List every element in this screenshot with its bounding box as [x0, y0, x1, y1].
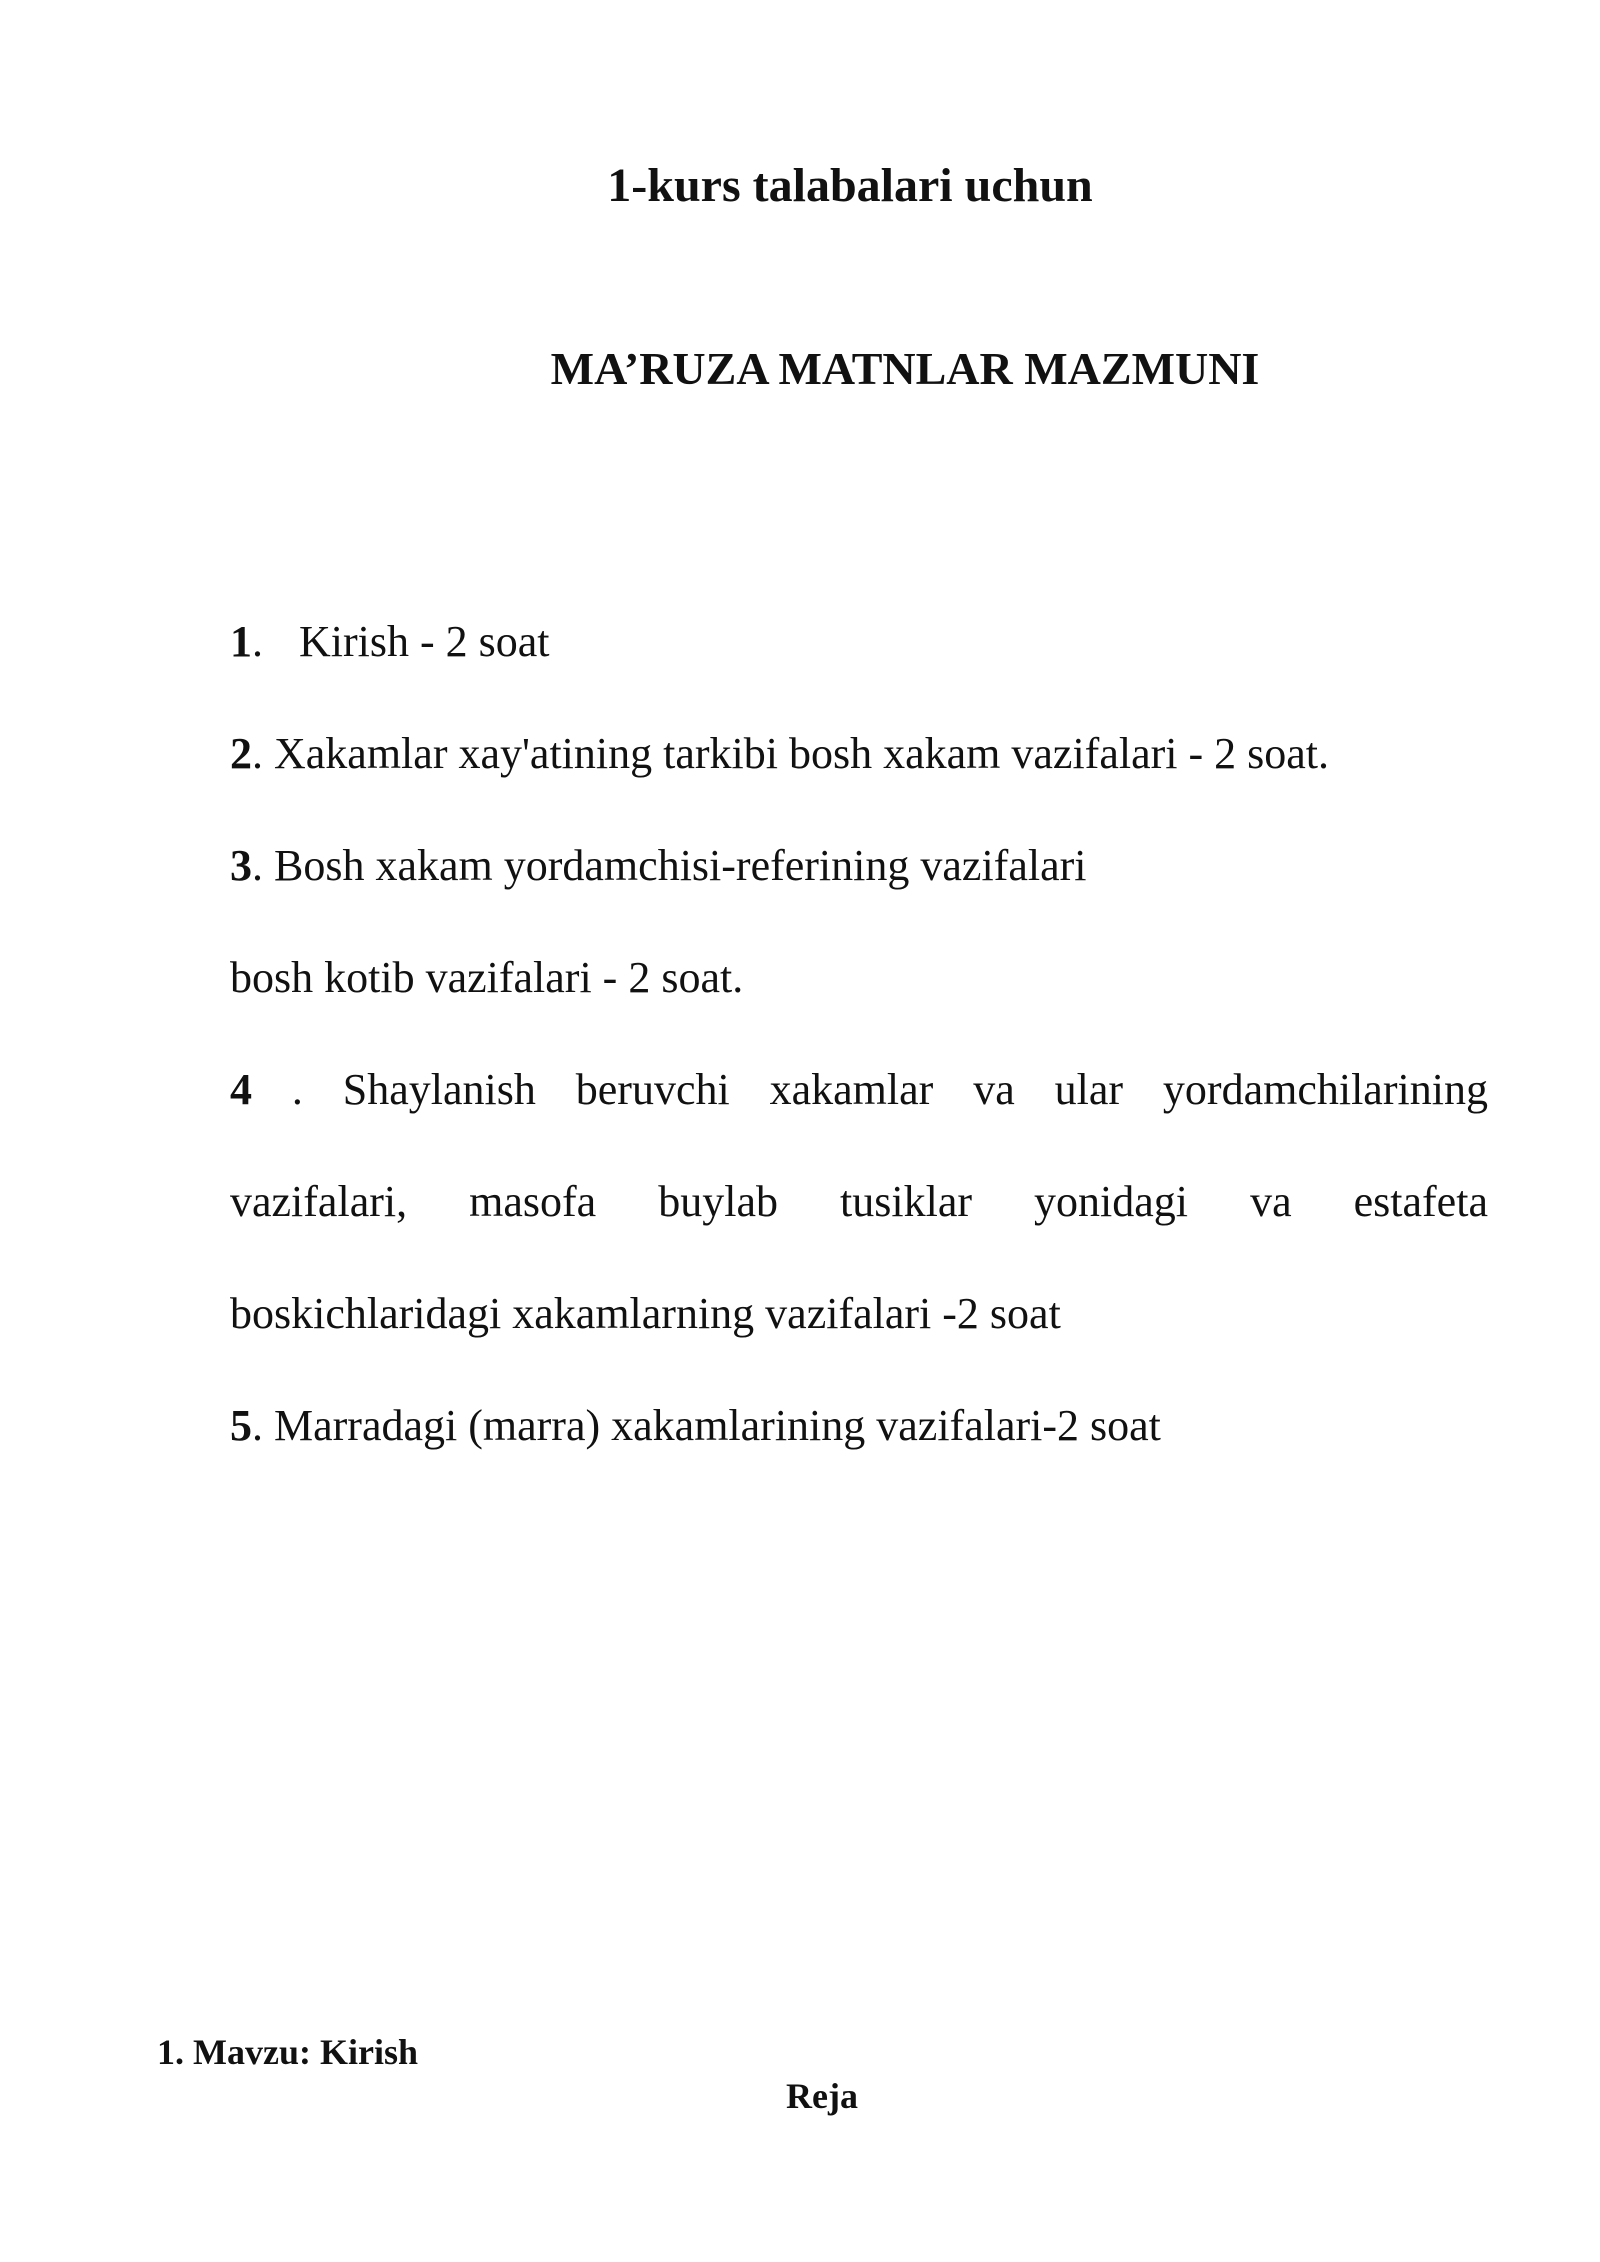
word: masofa: [469, 1177, 597, 1226]
item-text: Kirish - 2 soat: [299, 617, 550, 666]
word: yordamchilarining: [1162, 1065, 1488, 1114]
item-separator: .: [291, 1065, 303, 1114]
word: beruvchi: [575, 1065, 730, 1114]
section-heading: MA’RUZA MATNLAR MAZMUNI: [550, 343, 1260, 394]
plan-heading: Reja: [786, 2076, 858, 2116]
item-number: 4: [230, 1065, 252, 1114]
word: Shaylanish: [342, 1065, 536, 1114]
topic-heading: 1. Mavzu: Kirish: [157, 2032, 418, 2072]
lecture-list: [230, 586, 1488, 1482]
item-text: Bosh xakam yordamchisi-referining vazifalari: [274, 841, 1087, 890]
word: va: [973, 1065, 1015, 1114]
item-text: Xakamlar xay'atining tarkibi bosh xakam vazifalari - 2 soat.: [274, 729, 1330, 778]
word: tusiklar: [840, 1177, 973, 1226]
list-item-4-line-2: [230, 1146, 1488, 1258]
list-item-4-line-3: boskichlaridagi xakamlarning vazifalari -2 soat: [230, 1289, 1061, 1338]
word: buylab: [658, 1177, 778, 1226]
item-number-group: [230, 1034, 252, 1146]
list-item-1: 1. Kirish - 2 soat: [230, 617, 550, 666]
word: xakamlar: [769, 1065, 934, 1114]
list-item-4-line-1: [230, 1034, 1488, 1146]
word: estafeta: [1353, 1177, 1488, 1226]
list-item-3-continuation: bosh kotib vazifalari - 2 soat.: [230, 953, 744, 1002]
page-title: 1-kurs talabalari uchun: [607, 159, 1093, 212]
word: ular: [1054, 1065, 1124, 1114]
item-text: Marradagi (marra) xakamlarining vazifalari-2 soat: [274, 1401, 1161, 1450]
word: va: [1250, 1177, 1292, 1226]
word: yonidagi: [1034, 1177, 1189, 1226]
item-number: 5: [230, 1401, 252, 1450]
list-item-3: 3. Bosh xakam yordamchisi-referining vazifalari: [230, 841, 1087, 890]
list-item-2: 2. Xakamlar xay'atining tarkibi bosh xakam vazifalari - 2 soat.: [230, 729, 1330, 778]
word: vazifalari,: [230, 1177, 408, 1226]
item-number: 3: [230, 841, 252, 890]
item-number: 1: [230, 617, 252, 666]
list-item-5: 5. Marradagi (marra) xakamlarining vazifalari-2 soat: [230, 1401, 1161, 1450]
item-number: 2: [230, 729, 252, 778]
